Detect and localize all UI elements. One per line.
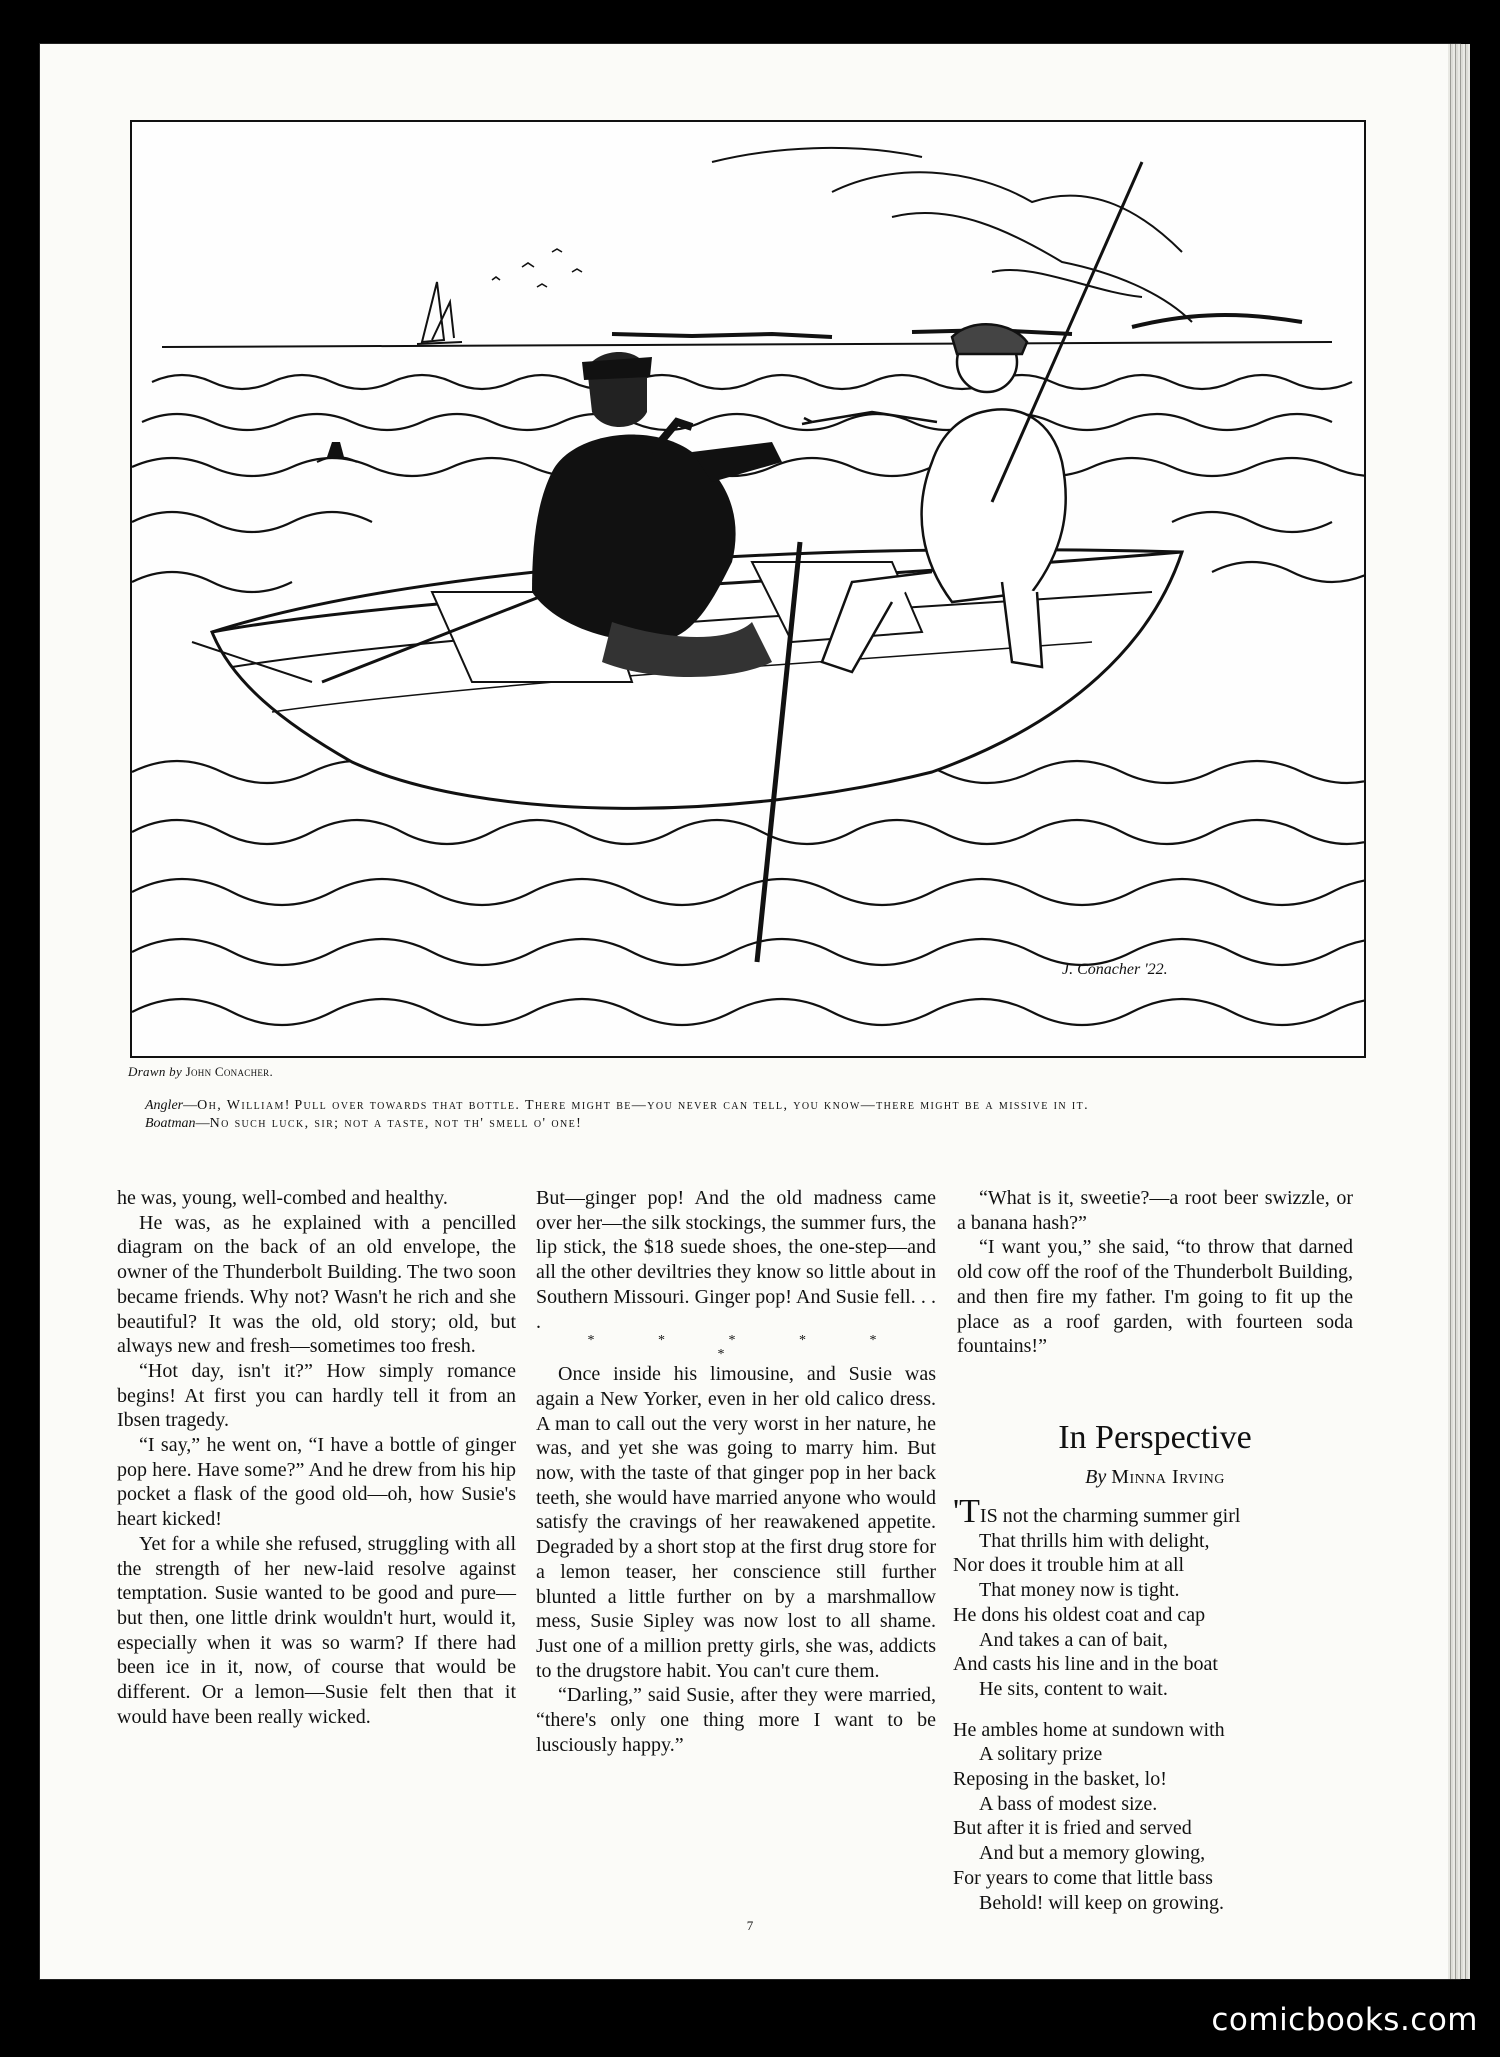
artist-signature: J. Conacher '22. xyxy=(1062,961,1168,978)
poem-line: And takes a can of bait, xyxy=(979,1628,1168,1651)
poem-line: For years to come that little bass xyxy=(953,1866,1213,1889)
caption-text-1: Pull over towards that bottle. There might be—you never can tell, you know—there might be a missive in it. xyxy=(294,1098,1089,1113)
page-edges xyxy=(1448,44,1470,1979)
poem-line: Reposing in the basket, lo! xyxy=(953,1768,1167,1791)
poem-title: In Perspective xyxy=(1058,1419,1252,1456)
poem-line: And but a memory glowing, xyxy=(979,1842,1206,1865)
paragraph: “I say,” he went on, “I have a bottle of ginger pop here. Have some?” And he drew from his hip pocket a flask of the good old—oh, how Susie's heart kicked! xyxy=(117,1434,516,1531)
caption-line-boatman: Boatman—No such luck, sir; not a taste, not th' smell o' one! xyxy=(145,1116,583,1131)
poem-line: A bass of modest size. xyxy=(979,1792,1158,1815)
drop-cap: 'T xyxy=(953,1493,980,1530)
caption-lead: Oh, William! xyxy=(197,1098,291,1113)
poem-line: But after it is fried and served xyxy=(953,1817,1192,1840)
credit-prefix: Drawn by xyxy=(128,1064,183,1079)
story-column-2 xyxy=(536,1186,936,1757)
credit-name: John Conacher. xyxy=(185,1064,274,1079)
illustration xyxy=(130,120,1366,1058)
cloud-stroke xyxy=(712,148,922,162)
speaker-angler: Angler xyxy=(145,1098,184,1113)
poem-line: That thrills him with delight, xyxy=(979,1529,1210,1552)
poem-line: Behold! will keep on growing. xyxy=(979,1891,1224,1914)
stanza-break xyxy=(953,1702,1353,1718)
poem-line: A solitary prize xyxy=(979,1743,1103,1766)
section-break: * * * * * * xyxy=(587,1333,907,1363)
speaker-boatman: Boatman xyxy=(145,1116,196,1131)
paragraph: “Hot day, isn't it?” How simply romance begins! At first you can hardly tell it from an Ibsen tragedy. xyxy=(117,1359,516,1432)
paragraph: he was, young, well-combed and healthy. xyxy=(117,1187,448,1209)
poem-body xyxy=(953,1493,1353,1915)
poem-line: Nor does it trouble him at all xyxy=(953,1554,1185,1577)
paragraph: But—ginger pop! And the old madness came over her—the silk stockings, the summer furs, the lip stick, the $18 suede shoes, the one-step—and all the other deviltries they know so little about in Southern Missouri. Ginger pop! And Susie fell. . . . xyxy=(536,1187,936,1333)
poem-byline xyxy=(957,1466,1353,1489)
poem-line: He dons his oldest coat and cap xyxy=(953,1603,1206,1626)
paragraph: He was, as he explained with a pencilled diagram on the back of an old envelope, the owner of the Thunderbolt Building. The two soon became friends. Why not? Wasn't he rich and she beautiful? It was the old, old story; old, but always new and fresh—sometimes too fresh. xyxy=(117,1211,516,1358)
poem-author: Minna Irving xyxy=(1111,1466,1225,1488)
paragraph: Yet for a while she refused, struggling with all the strength of her new-laid resolve against temptation. Susie wanted to be good and pure—but then, one little drink wouldn't hurt, would it, especially when it was so warm? If there had been ice in it, now, of course that would be different. Or a lemon—Susie felt then that it would have been really wicked. xyxy=(117,1532,516,1728)
poem-line: That money now is tight. xyxy=(979,1579,1180,1602)
illustration-credit xyxy=(128,1064,273,1080)
watermark: comicbooks.com xyxy=(1211,2002,1478,2038)
horizon-line xyxy=(162,342,1332,347)
paragraph: “Darling,” said Susie, after they were married, “there's only one thing more I want to be lusciously happy.” xyxy=(536,1684,936,1756)
story-column-1 xyxy=(117,1186,516,1729)
birds-icon xyxy=(492,249,582,287)
poem-line: And casts his line and in the boat xyxy=(953,1653,1218,1676)
caption-text-2: No such luck, sir; not a taste, not th' smell o' one! xyxy=(209,1116,583,1131)
page-number: 7 xyxy=(746,1918,754,1933)
paragraph: “What is it, sweetie?—a root beer swizzle, or a banana hash?” xyxy=(957,1187,1353,1234)
illustration-caption xyxy=(128,1097,1364,1133)
byline-prefix: By xyxy=(1085,1466,1107,1488)
poem-line: 'TIS not the charming summer girl xyxy=(953,1493,1241,1530)
poem-line: He sits, content to wait. xyxy=(979,1677,1168,1700)
paragraph: “I want you,” she said, “to throw that darned old cow off the roof of the Thunderbolt Building, and then fire my father. I'm going to fit up the place as a roof garden, with fourteen soda fountains!” xyxy=(957,1236,1353,1358)
poem-line: He ambles home at sundown with xyxy=(953,1718,1225,1741)
paragraph: Once inside his limousine, and Susie was again a New Yorker, even in her old calico dress. A man to call out the very worst in her nature, he was, and yet she was going to marry him. But now, with the taste of that ginger pop in her back teeth, she would have married anyone who would satisfy the cravings of her reawakened appetite. Degraded by a short stop at the first drug store for a lemon teaser, her conscience still further blunted a little further on by a marshmallow mess, Susie Sipley was now lost to all shame. Just one of a million pretty girls, she was, addicts to the drugstore habit. You can't cure them. xyxy=(536,1363,936,1682)
rowboat-illustration xyxy=(132,122,1364,1056)
sailboat-icon xyxy=(417,282,462,344)
caption-line-angler: Angler—Oh, William! Pull over towards that bottle. There might be—you never can tell, you know—there might be a missive in it. xyxy=(145,1098,1089,1113)
story-column-3 xyxy=(957,1186,1353,1359)
